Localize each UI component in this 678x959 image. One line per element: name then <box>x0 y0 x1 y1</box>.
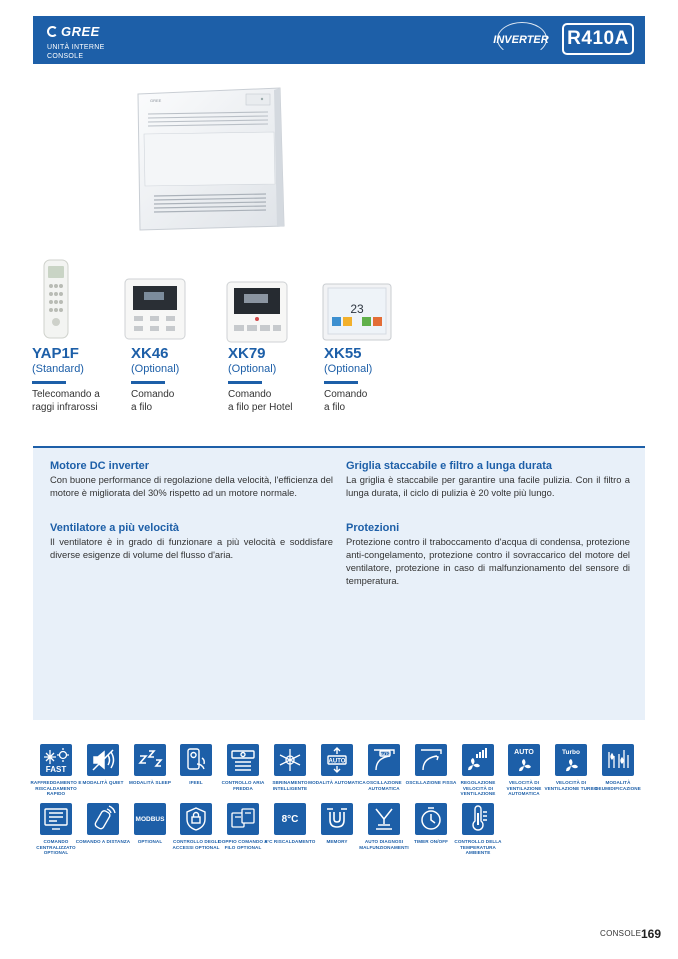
feature-icon-label: MODALITÀ SLEEP <box>129 780 171 785</box>
feature-text: Con buone performance di regolazione della velocità, l'efficienza del motore è migliorata del 30% rispetto ad un motore normale. <box>50 474 333 498</box>
remote-description: Telecomando a <box>32 389 100 400</box>
access-control-icon <box>180 803 212 835</box>
remote-option: (Optional) <box>131 363 180 375</box>
controller-xk55-image <box>322 283 392 341</box>
modbus-icon <box>134 803 166 835</box>
svg-text:GREE: GREE <box>150 98 162 103</box>
auto-fan-icon <box>508 744 540 776</box>
feature-icon-label: DOPPIO COMANDO A FILO OPTIONAL <box>218 839 268 850</box>
heating-8c-label: 8°C <box>281 813 299 825</box>
feature-icon-label: TIMER ON/OFF <box>413 839 449 844</box>
self-diagnosis-icon <box>368 803 400 835</box>
feature-icon-label: MODALITÀ QUIET <box>82 780 124 785</box>
feature-icon-label: MEMORY <box>326 839 348 844</box>
central-control-icon <box>40 803 72 835</box>
inverter-label: INVERTER <box>493 34 549 46</box>
feature-icon-item <box>448 803 508 856</box>
remote-description: a filo per Hotel <box>228 402 293 413</box>
page-number: 169 <box>641 927 662 941</box>
inverter-badge <box>491 22 551 58</box>
feature-icon-label: MODALITÀ AUTOMATICA <box>308 780 366 785</box>
subtitle-indoor-units: UNITÀ INTERNE <box>47 44 105 51</box>
remote-divider <box>32 381 66 384</box>
feature-icon-label: MODALITÀ DEUMIDIFICAZIONE <box>595 780 641 791</box>
feature-icon-label: RAFFREDDAMENTO E RISCALDAMENTO RAPIDO <box>30 780 82 797</box>
footer-section: CONSOLE <box>600 929 642 938</box>
controller-xk79-image <box>226 281 288 343</box>
feature-icon-label: VELOCITÀ DI VENTILAZIONE AUTOMATICA <box>506 780 542 797</box>
feature-icon-label: SBRINAMENTO INTELLIGENTE <box>272 780 308 791</box>
auto-label: AUTO <box>514 749 534 756</box>
remote-description: raggi infrarossi <box>32 402 98 413</box>
remote-control-icon <box>87 803 119 835</box>
feature-icon-label: CONTROLLO DEGLI ACCESSI OPTIONAL <box>172 839 220 850</box>
feature-icon-label: COMANDO A DISTANZA <box>75 839 131 844</box>
subtitle-console: CONSOLE <box>47 53 84 60</box>
remote-divider <box>324 381 358 384</box>
gree-logo-icon <box>47 26 58 37</box>
memory-icon <box>321 803 353 835</box>
heating-8c-icon <box>274 803 306 835</box>
page-header <box>33 16 645 64</box>
sleep-icon <box>134 744 166 776</box>
remote-description: a filo <box>324 402 346 413</box>
refrigerant-badge: R410A <box>562 23 634 55</box>
fan-speed-icon <box>462 744 494 776</box>
feature-title: Ventilatore a più velocità <box>50 522 179 534</box>
controller-xk46-image <box>124 278 186 340</box>
feature-icon-label: OPTIONAL <box>137 839 163 844</box>
feature-icon-label: AUTO DIAGNOSI MALFUNZIONAMENTI <box>359 839 409 850</box>
dehumidify-icon <box>602 744 634 776</box>
feature-icon-item <box>588 744 648 791</box>
xk55-temperature: 23 <box>350 302 364 316</box>
remote-description: Comando <box>228 389 272 400</box>
feature-icon-label: CONTROLLO ARIA FREDDA <box>221 780 265 791</box>
remote-yap1f-image <box>41 258 71 340</box>
auto-label: AUTO <box>328 758 346 765</box>
feature-icon-label: IFEEL <box>189 780 203 785</box>
feature-text: Il ventilatore è in grado di funzionare a più velocità e soddisfare diverse esigenze di volume del flusso d'aria. <box>50 536 333 560</box>
feature-title: Motore DC inverter <box>50 460 150 472</box>
turbo-label: Turbo <box>562 749 580 756</box>
features-panel <box>33 446 645 720</box>
feature-text: La griglia è staccabile per garantire una facile pulizia. Con il filtro a lunga durata, il ciclo di pulizia è 20 volte più lungo. <box>346 474 630 498</box>
gree-logo <box>47 24 100 39</box>
feature-icon-label: REGOLAZIONE VELOCITÀ DI VENTILAZIONE <box>460 780 496 797</box>
ifeel-icon <box>180 744 212 776</box>
remote-code: YAP1F <box>32 345 79 362</box>
fast-label: FAST <box>45 765 67 774</box>
double-controller-icon <box>227 803 259 835</box>
feature-title: Griglia staccabile e filtro a lunga durata <box>346 460 553 472</box>
remote-option: (Optional) <box>228 363 277 375</box>
auto-label: AUTO <box>379 752 391 756</box>
remote-option: (Optional) <box>324 363 373 375</box>
remote-description: a filo <box>131 402 153 413</box>
feature-icon-label: CONTROLLO DELLA TEMPERATURA AMBIENTE <box>454 839 502 856</box>
timer-icon <box>415 803 447 835</box>
feature-icon-label: COMANDO CENTRALIZZATO OPTIONAL <box>36 839 76 856</box>
feature-title: Protezioni <box>346 522 400 534</box>
remote-code: XK55 <box>324 345 362 362</box>
remote-description: Comando <box>131 389 175 400</box>
fixed-swing-icon <box>415 744 447 776</box>
feature-text: Protezione contro il traboccamento d'acqua di condensa, protezione anti-congelamento, protezione contro il sovraccarico del motore del ventilatore, protezione in caso di malfunzionamento del sensore di temperatura. <box>346 536 630 586</box>
remote-divider <box>131 381 165 384</box>
brand-name: GREE <box>61 24 100 39</box>
turbo-fan-icon <box>555 744 587 776</box>
feature-icon-label: VELOCITÀ DI VENTILAZIONE TURBO <box>544 780 598 791</box>
auto-swing-icon <box>368 744 400 776</box>
modbus-label: MODBUS <box>135 815 165 823</box>
remote-code: XK46 <box>131 345 169 362</box>
remote-option: (Standard) <box>32 363 84 375</box>
feature-icon-label: OSCILLAZIONE FISSA <box>405 780 457 785</box>
thermometer-icon <box>462 803 494 835</box>
speaker-mute-icon <box>87 744 119 776</box>
remote-code: XK79 <box>228 345 266 362</box>
auto-mode-icon <box>321 744 353 776</box>
remote-description: Comando <box>324 389 368 400</box>
feature-icon-label: OSCILLAZIONE AUTOMATICA <box>366 780 402 791</box>
smart-defrost-icon <box>274 744 306 776</box>
cold-air-icon <box>227 744 259 776</box>
feature-icon-label: 8°C RISCALDAMENTO <box>264 839 316 844</box>
console-unit-image <box>134 86 286 232</box>
snowflake-sun-icon <box>40 744 72 776</box>
remote-divider <box>228 381 262 384</box>
